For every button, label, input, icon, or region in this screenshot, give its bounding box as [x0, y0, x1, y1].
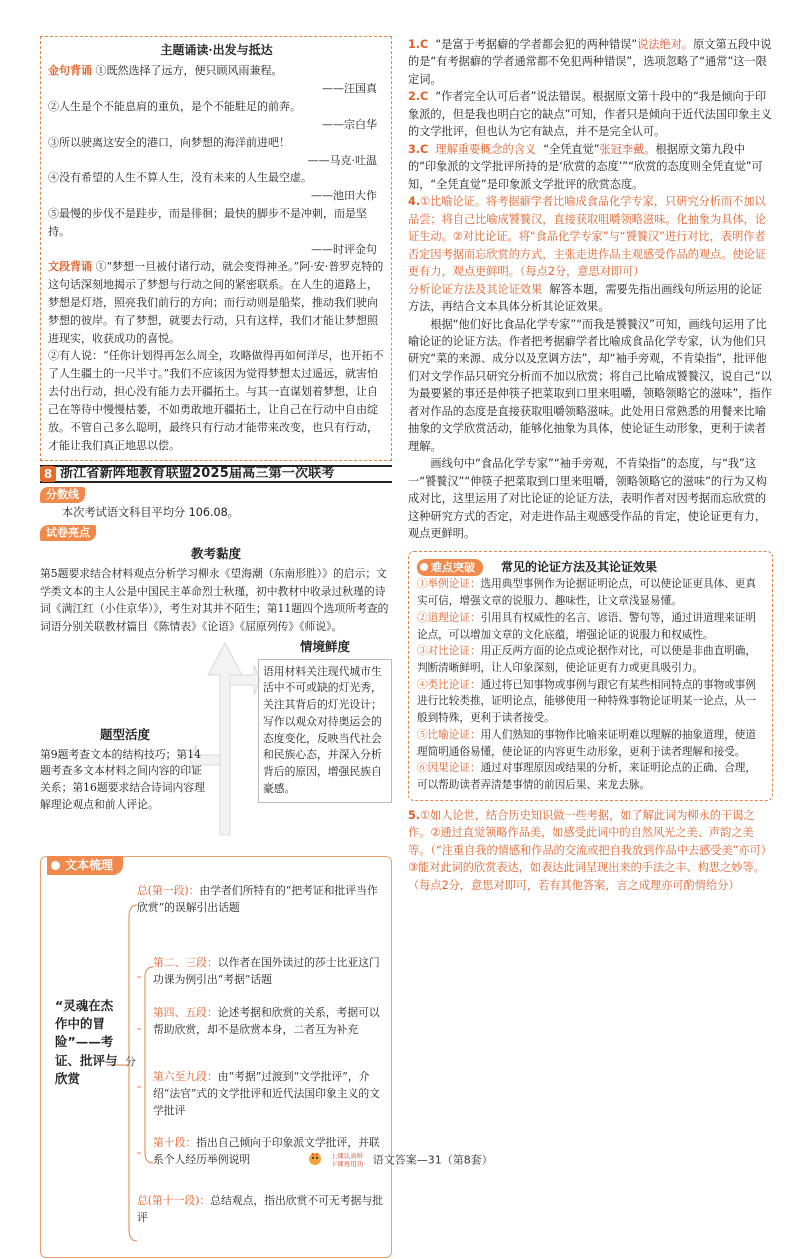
passage-tag: 文段背诵	[48, 260, 92, 274]
difficulty-label: 难点突破	[417, 559, 483, 576]
quote-author: ——宗白华	[322, 117, 377, 131]
highlight-label: 试卷亮点	[40, 525, 96, 541]
quote-author: ——池田大作	[311, 189, 377, 203]
method-item: ②道理论证：引用具有权威性的名言、谚语、警句等，通过讲道理来证明论点，可以增加文章的文化底蕴，增强论证的说服力和权威性。	[417, 611, 756, 641]
quote-5: ⑤最慢的步伐不是跬步，而是徘徊；最快的脚步不是冲刺，而是坚持。	[48, 206, 367, 238]
quote-author: ——汪国真	[322, 82, 377, 96]
freshness-text: 语用材料关注现代城市生活中不可或缺的灯光秀，关注其背后的灯光设计；写作以观众对待奥运会的态度变化，反映当代社会和民族心态，并深入分析背后的原因，增强民族自豪感。	[258, 659, 392, 803]
difficulty-title: 常见的论证方法及其论证效果	[501, 559, 658, 574]
text-structure-box	[40, 856, 392, 1258]
method-item: ⑤比喻论证：用人们熟知的事物作比喻来证明难以理解的抽象道理，使道理简明通俗易懂，使论证的内容更生动形象，更利于读者理解和接受。	[417, 728, 756, 758]
quote-2: ②人生是个不能息肩的重负，是个不能駐足的前奔。	[48, 100, 301, 114]
structure-node-3: 第四、五段：论述考据和欣赏的关系，考据可以帮助欣赏，却不是欣赏本身，二者互为补充	[153, 1006, 380, 1036]
structure-node-4: 第六至九段：由“考据”过渡到“文学批评”，介绍“法官”式的文学批评和近代法国印象主义的文学批评	[153, 1070, 380, 1117]
theme-recitation-box	[40, 36, 392, 461]
method-list	[417, 576, 764, 794]
passage-1: 文段背诵 ①“梦想一旦被付诸行动，就会变得神圣。”阿·安·普罗克特的这句话深刻地揭示了梦想与行动之间的紧密联系。在人生的道路上，梦想是灯塔，照亮我们前行的方向；而行动则是船桨，推动我们驶向梦想的彼岸。有了梦想，就要去行动，只有这样，我们才能让梦想照进现实，收获成功的喜悦。	[48, 260, 384, 345]
answer-4: 4.①比喻论证。将考据癖学者比喻成食品化学专家，只研究分析而不加以品尝；将自己比喻成饕餮汉，直接获取咀嚼领略滋味。化抽象为具体，论证生动。②对比论证。将“食品化学专家”与“饕餮汉”进行对比，表明作者否定因考据而忘欣赏的方式，主张走进作品主观感受作品的观点。使论证更有力，观点更鲜明。（每点2分，意思对即可）	[408, 195, 767, 279]
right-column	[408, 36, 773, 894]
answer-4-method: 分析论证方法及其论证效果 解答本题，需要先指出画线句所运用的论证方法，再结合文本具体分析其论证效果。	[408, 282, 762, 314]
highlight-diagram	[40, 635, 392, 850]
exam-title: 浙江省新阵地教育联盟2025届高三第一次联考	[60, 466, 335, 482]
answer-3: 3.C 理解重要概念的含义 “全凭直觉”张冠李戴。根据原文第九段中的“印象派的文学批评所持的是‘欣赏的态度’”“欣赏的态度则全凭直觉”可知，“全凭直觉”是印象派文学批评的欣赏态度。	[408, 142, 763, 191]
page-footer	[0, 1150, 800, 1171]
type-title: 题型活度	[99, 727, 150, 743]
exam-banner	[40, 465, 392, 483]
page-number: 语文答案—31（第8套）	[372, 1153, 493, 1167]
method-item: ①举例论证：选用典型事例作为论据证明论点，可以使论证更具体、更真实可信，增强文章的说服力、趣味性，让文章浅显易懂。	[417, 578, 756, 608]
teaching-text: 第5题要求结合材料观点分析学习柳永《望海潮（东南形胜）》的启示；文学类文本的主人公是中国民主革命烈士秋瑾，初中教材中收录过秋瑾的诗词《满江红（小住京华）》，考生对其并不陌生；第11题四个选项所考查的词语分别关联教材篇目《陈情表》《论语》《屈原列传》《师说》。	[40, 567, 389, 633]
passage-2: ②有人说：“任你计划得再怎么周全，攻略做得再如何洋尽，也开拓不了人生疆土的一尺半寸。”我们不应该因为觉得梦想太过遥远，就害怕去付出行动，担心没有能力去开疆拓土。与其一直谋划着梦想，让自己在等待中慢慢枯萎，不如勇敢地开疆拓土，让自己在行动中自由绽放。不管自己多么聪明，最终只有行动才能带来改变，也只有行动，才能让我们真正地思以偿。	[48, 349, 384, 452]
structure-node-2: 第二、三段：以作者在国外读过的莎士比亚这门功课为例引出“考据”话题	[153, 956, 380, 986]
difficulty-box	[408, 551, 773, 801]
freshness-box	[258, 635, 392, 802]
structure-label: 文本梳理	[47, 856, 123, 875]
structure-root: “灵魂在杰作中的冒险”——考证、批评与欣赏	[55, 998, 118, 1086]
quote-1: 金句背诵 ①既然选择了远方，便只顾风雨兼程。	[48, 64, 283, 78]
golden-tag: 金句背诵	[48, 64, 92, 78]
footer-slogan: 上课认真听 下课再用功	[330, 1151, 364, 1168]
structure-node-6: 总(第十一段)：总结观点，指出欣赏不可无考据与批评	[137, 1194, 383, 1224]
structure-divider-label: 分	[125, 1055, 136, 1069]
freshness-title: 情境鲜度	[299, 639, 350, 655]
structure-node-1: 总(第一段)：由学者们所特有的“把考证和批评当作欣赏”的误解引出话题	[137, 884, 378, 914]
quote-3: ③所以驶离这安全的港口，向梦想的海洋前进吧！	[48, 135, 290, 149]
recitation-title: 主题诵读·出发与抵达	[160, 43, 273, 57]
quote-author: ——马克·吐温	[307, 153, 377, 167]
answer-5: 5.①如人论世，结合历史知识做一些考据，如了解此词为柳永的干谒之作。②通过直觉领略作品美，如感受此词中的自然风光之美、声韵之美等。（“注重自我的情感和作品的交流或把自我放到作品中去感受美”亦可）③能对此词的欣赏表达，如表达此词呈现出来的手法之丰、构思之妙等。（每点2分，意思对即可，若有其他答案，言之成理亦可酌情给分）	[408, 808, 772, 892]
method-item: ⑥因果论证：通过对事理原因或结果的分析，来证明论点的正确、合理，可以帮助读者弄清楚事情的前因后果、来龙去脉。	[417, 762, 756, 792]
score-text: 本次考试语文科目平均分 106.08。	[62, 505, 239, 519]
method-item: ④类比论证：通过将已知事物或事例与跟它有某些相同特点的事物或事例进行比较类推，证明论点，能够使用一种特殊事物论证明某一论点，从一般到特殊，更利于读者接受。	[417, 678, 756, 725]
exam-number-badge: 8	[40, 466, 56, 482]
answer-2: 2.C “作者完全认可后者”说法错误。根据原文第十段中的“我是倾向于印象派的，但是我也明白它的缺点”可知，作者只是倾向于近代法国印象主义的文学批评，但也认为它有缺点，并不是完全认可。	[408, 90, 772, 139]
left-column	[40, 36, 392, 1258]
type-box	[40, 723, 210, 813]
answer-4-analysis-2: 画线句中“食品化学专家”“袖手旁观，不肯染指”的态度，与“我”这一“饕餮汉”“伸筷子把菜取到口里来咀嚼，领略领略它的滋味”的行为又构成对比，这里运用了对比论证的论证方法，表明作者对因考据而忘欣赏的这种研究方式的否定，对走进作品主观感受作品的肯定，使论证更有力，观点更鲜明。	[408, 457, 767, 541]
quote-4: ④没有希望的人生不算人生，没有未来的人生最空虚。	[48, 171, 312, 185]
score-label: 分数线	[40, 487, 85, 503]
answer-1: 1.C “是富于考据癖的学者都会犯的两种错误”说法绝对。原文第五段中说的是“有考据癖的学者通常都不免犯两种错误”，选项忽略了“通常”这一限定词。	[408, 38, 772, 86]
mascot-logo-icon	[307, 1150, 323, 1171]
structure-node-5: 第十段：指出自己倾向于印象派文学批评，并联系个人经历举例说明	[153, 1136, 380, 1166]
quote-author: ——时评金句	[311, 242, 377, 256]
method-item: ③对比论证：用正反两方面的论点或论据作对比，可以使是非曲直明确，判断清晰鲜明，让人印象深刻，使论证更有力或更具吸引力。	[417, 645, 756, 674]
answer-4-analysis-1: 根据“他们好比食品化学专家”“而我是饕餮汉”可知，画线句运用了比喻论证的论证方法。作者把考据癖学者比喻成食品化学专家，认为他们只研究“菜的来源、成分以及烹调方法”，却“袖手旁观，不肯染指”，批评他们对文学作品只研究分析而不加以欣赏；将自己比喻成饕餮汉，说自己“以为最要紧的事还是伸筷子把菜取到口里来咀嚼，领略领略它的滋味”，指作者对作品的态度是直接获取咀嚼领略滋味。此处用日常熟悉的用餐来比喻抽象的文学欣赏活动，能够化抽象为具体，使论证生动形象，更利于读者理解。	[408, 317, 772, 453]
teaching-title: 教考黏度	[190, 545, 241, 561]
type-text: 第9题考查文本的结构技巧；第14题考查多文本材料之间内容的印证关系；第16题要求结合诗词内容理解理论观点和前人评论。	[40, 747, 205, 811]
